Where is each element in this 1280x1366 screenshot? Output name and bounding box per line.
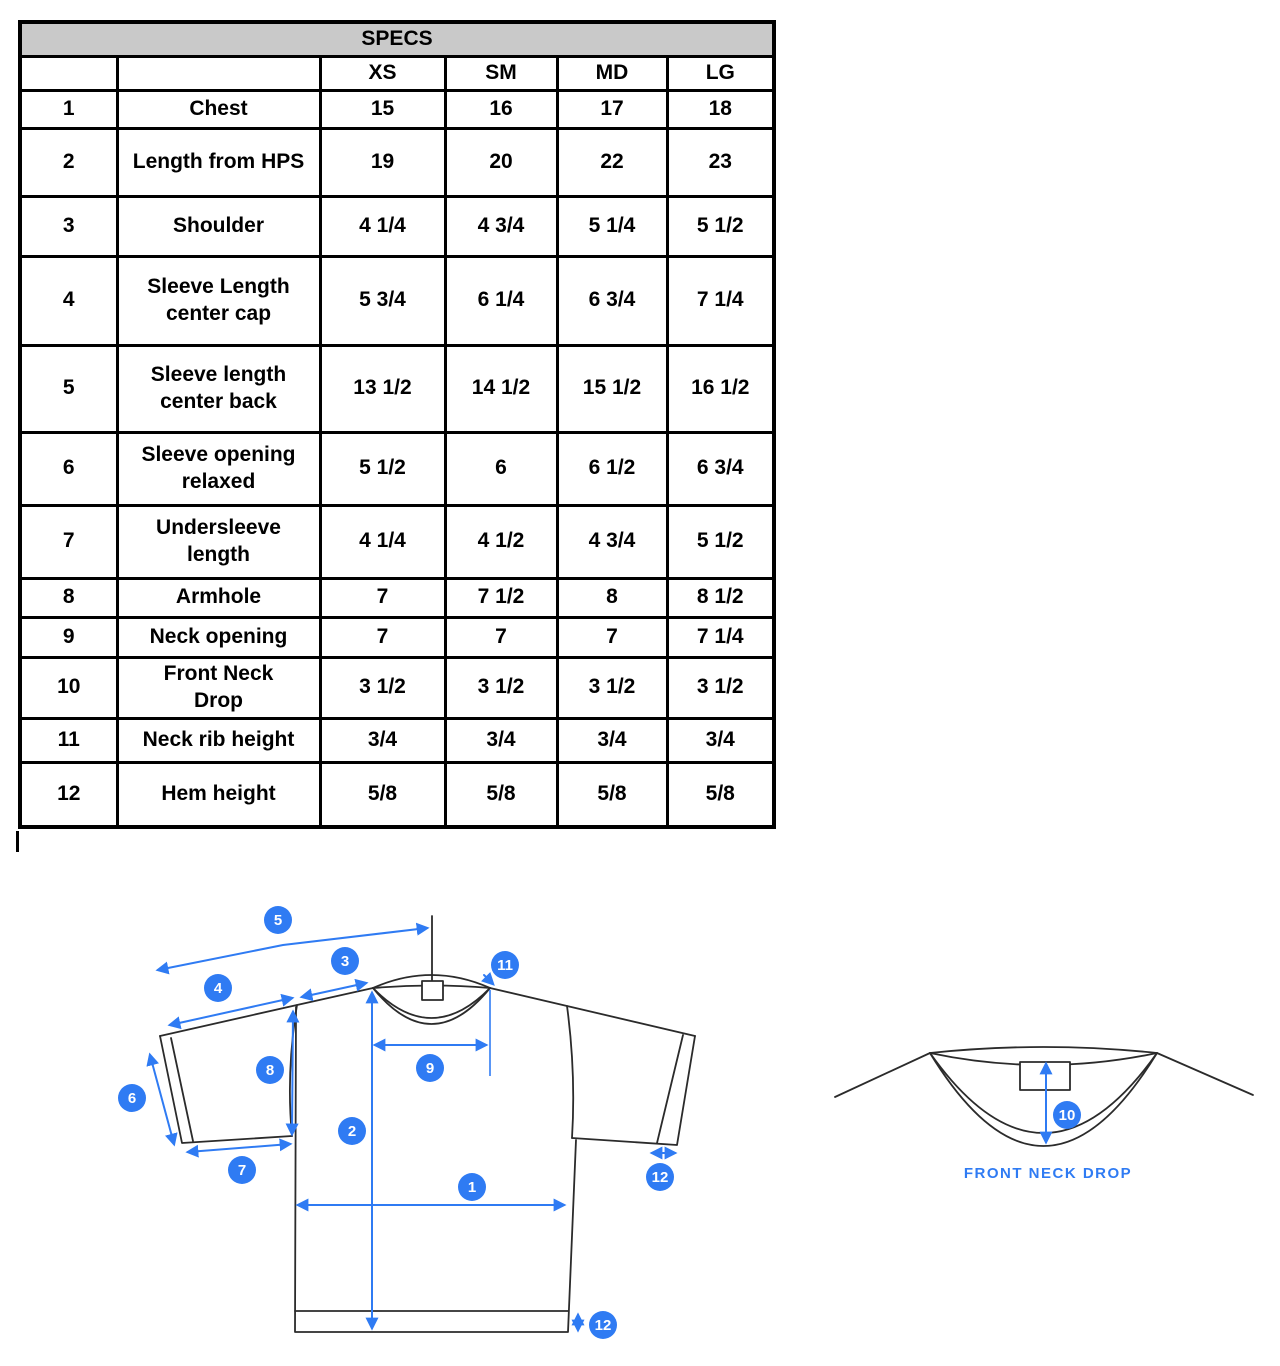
- size-value-cell: 16: [445, 90, 557, 128]
- size-value-cell: 5 1/2: [667, 505, 774, 578]
- size-value-cell: 3/4: [667, 718, 774, 762]
- spec-row: [20, 578, 774, 617]
- size-value-cell: 5 1/2: [320, 432, 445, 505]
- spec-row: [20, 657, 774, 718]
- size-value-cell: 4 1/4: [320, 505, 445, 578]
- size-value-cell: 16 1/2: [667, 345, 774, 432]
- measurement-label-cell: Neck opening: [117, 617, 320, 657]
- measurement-label-cell: Sleeve opening relaxed: [117, 432, 320, 505]
- row-number-cell: 1: [20, 90, 117, 128]
- svg-text:2: 2: [347, 1123, 357, 1140]
- row-number-cell: 8: [20, 578, 117, 617]
- size-value-cell: 4 1/2: [445, 505, 557, 578]
- callout-9: [416, 1054, 444, 1082]
- spec-row: [20, 345, 774, 432]
- row-number-cell: 5: [20, 345, 117, 432]
- spec-row: [20, 505, 774, 578]
- corner-cell: [20, 56, 117, 90]
- callout-4: [204, 974, 232, 1002]
- row-number-cell: 7: [20, 505, 117, 578]
- row-number-cell: 6: [20, 432, 117, 505]
- callout-8: [256, 1056, 284, 1084]
- svg-text:3: 3: [340, 953, 350, 970]
- row-number-cell: 3: [20, 196, 117, 256]
- size-value-cell: 3/4: [557, 718, 667, 762]
- size-value-cell: 3/4: [320, 718, 445, 762]
- size-value-cell: 3 1/2: [667, 657, 774, 718]
- table-border-stub: [16, 831, 19, 852]
- left-cuff-band: [171, 1038, 193, 1141]
- size-value-cell: 23: [667, 128, 774, 196]
- callout-10: [1053, 1101, 1081, 1129]
- neck-detail-diagram: [830, 1030, 1280, 1190]
- size-value-cell: 3 1/2: [557, 657, 667, 718]
- measurement-label-cell: Front Neck Drop: [117, 657, 320, 718]
- measurement-label-cell: Hem height: [117, 762, 320, 827]
- back-neck-label-box: [422, 981, 443, 1000]
- size-value-cell: 4 1/4: [320, 196, 445, 256]
- svg-text:12: 12: [651, 1169, 669, 1186]
- size-value-cell: 20: [445, 128, 557, 196]
- corner-cell: [117, 56, 320, 90]
- size-value-cell: 8 1/2: [667, 578, 774, 617]
- svg-text:10: 10: [1058, 1107, 1076, 1124]
- size-header-row: [20, 56, 774, 90]
- measurement-label-cell: Armhole: [117, 578, 320, 617]
- spec-row: [20, 256, 774, 345]
- svg-text:12: 12: [594, 1317, 612, 1334]
- size-value-cell: 6: [445, 432, 557, 505]
- size-value-cell: 6 3/4: [557, 256, 667, 345]
- size-value-cell: 7 1/4: [667, 256, 774, 345]
- size-value-cell: 3/4: [445, 718, 557, 762]
- neck-detail-sketch: [835, 1047, 1253, 1146]
- size-header-sm: SM: [445, 56, 557, 90]
- size-value-cell: 14 1/2: [445, 345, 557, 432]
- measurement-label-cell: Chest: [117, 90, 320, 128]
- row-number-cell: 10: [20, 657, 117, 718]
- size-value-cell: 5 1/2: [667, 196, 774, 256]
- row-number-cell: 4: [20, 256, 117, 345]
- measurement-label-cell: Neck rib height: [117, 718, 320, 762]
- size-value-cell: 5/8: [445, 762, 557, 827]
- table-title: SPECS: [20, 22, 774, 56]
- spec-row: [20, 90, 774, 128]
- size-value-cell: 22: [557, 128, 667, 196]
- measurement-label-cell: Sleeve length center back: [117, 345, 320, 432]
- size-value-cell: 5 3/4: [320, 256, 445, 345]
- size-header-lg: LG: [667, 56, 774, 90]
- callout-7: [228, 1156, 256, 1184]
- size-value-cell: 15: [320, 90, 445, 128]
- measurement-label-cell: Undersleeve length: [117, 505, 320, 578]
- callout-6: [118, 1084, 146, 1112]
- size-value-cell: 7: [445, 617, 557, 657]
- size-value-cell: 15 1/2: [557, 345, 667, 432]
- size-value-cell: 18: [667, 90, 774, 128]
- spec-row: [20, 432, 774, 505]
- callout-12-sleeve: [646, 1163, 674, 1191]
- spec-row: [20, 718, 774, 762]
- size-value-cell: 5/8: [557, 762, 667, 827]
- svg-text:8: 8: [265, 1062, 275, 1079]
- size-value-cell: 6 1/4: [445, 256, 557, 345]
- spec-row: [20, 196, 774, 256]
- callout-3: [331, 947, 359, 975]
- size-value-cell: 19: [320, 128, 445, 196]
- table-title-row: [20, 22, 774, 56]
- svg-text:5: 5: [273, 912, 283, 929]
- svg-text:9: 9: [425, 1060, 435, 1077]
- row-number-cell: 12: [20, 762, 117, 827]
- callout-11: [491, 951, 519, 979]
- callout-2: [338, 1117, 366, 1145]
- size-value-cell: 8: [557, 578, 667, 617]
- size-value-cell: 7 1/4: [667, 617, 774, 657]
- size-value-cell: 3 1/2: [320, 657, 445, 718]
- size-value-cell: 5/8: [667, 762, 774, 827]
- specs-table: [18, 20, 776, 829]
- size-value-cell: 3 1/2: [445, 657, 557, 718]
- size-value-cell: 6 1/2: [557, 432, 667, 505]
- measurement-label-cell: Shoulder: [117, 196, 320, 256]
- row-number-cell: 9: [20, 617, 117, 657]
- svg-text:4: 4: [213, 980, 223, 997]
- spec-row: [20, 617, 774, 657]
- size-header-md: MD: [557, 56, 667, 90]
- size-value-cell: 13 1/2: [320, 345, 445, 432]
- svg-text:1: 1: [467, 1179, 477, 1196]
- svg-text:6: 6: [127, 1090, 137, 1107]
- callout-5: [264, 906, 292, 934]
- size-value-cell: 5/8: [320, 762, 445, 827]
- size-value-cell: 7: [320, 578, 445, 617]
- spec-row: [20, 128, 774, 196]
- size-value-cell: 7 1/2: [445, 578, 557, 617]
- svg-text:11: 11: [497, 957, 513, 974]
- neck-detail-label: FRONT NECK DROP: [963, 1165, 1133, 1182]
- size-header-xs: XS: [320, 56, 445, 90]
- size-value-cell: 4 3/4: [557, 505, 667, 578]
- row-number-cell: 11: [20, 718, 117, 762]
- tshirt-sketch: [160, 916, 695, 1332]
- row-number-cell: 2: [20, 128, 117, 196]
- tshirt-diagram: [110, 888, 750, 1364]
- measurement-label-cell: Length from HPS: [117, 128, 320, 196]
- size-value-cell: 17: [557, 90, 667, 128]
- callout-1: [458, 1173, 486, 1201]
- spec-row: [20, 762, 774, 827]
- size-value-cell: 7: [557, 617, 667, 657]
- svg-text:7: 7: [237, 1162, 247, 1179]
- size-value-cell: 4 3/4: [445, 196, 557, 256]
- size-value-cell: 7: [320, 617, 445, 657]
- size-value-cell: 5 1/4: [557, 196, 667, 256]
- measurement-label-cell: Sleeve Length center cap: [117, 256, 320, 345]
- size-value-cell: 6 3/4: [667, 432, 774, 505]
- callout-12-hem: [589, 1311, 617, 1339]
